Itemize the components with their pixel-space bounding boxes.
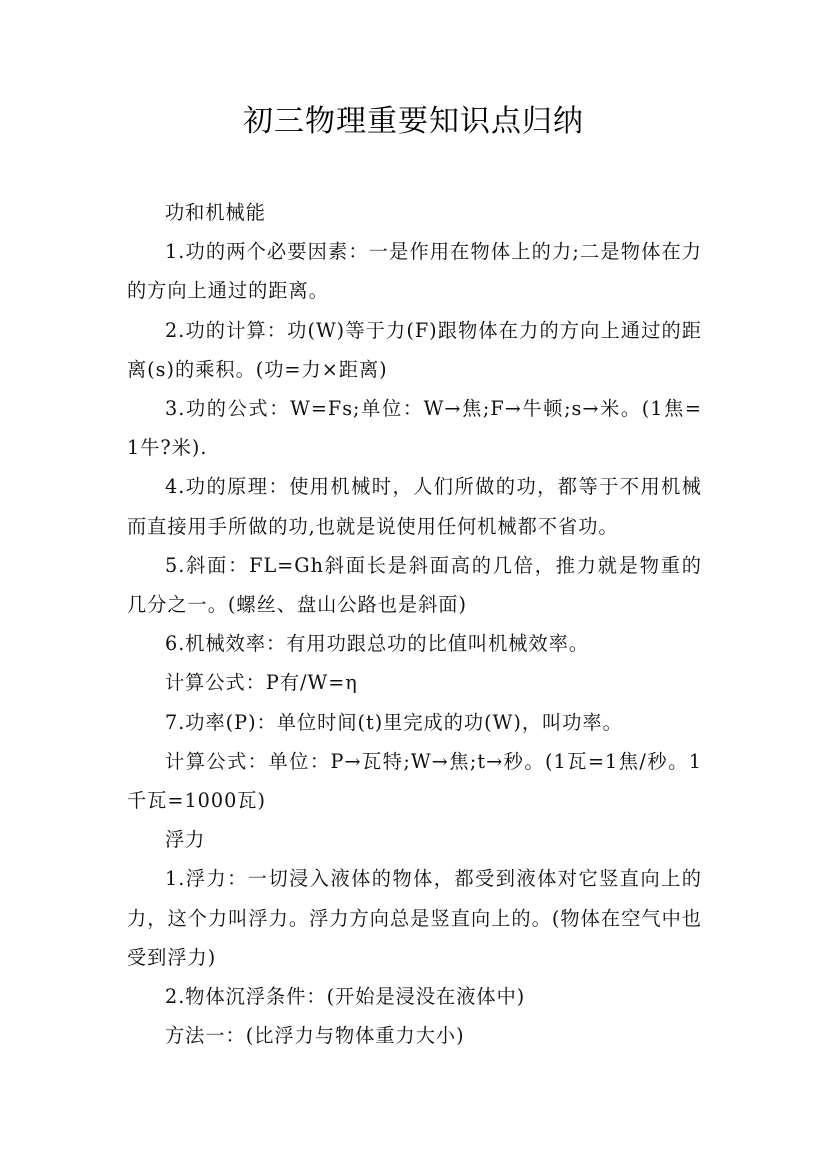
paragraph-work-factors: 1.功的两个必要因素：一是作用在物体上的力;二是物体在力的方向上通过的距离。 [127, 240, 702, 303]
paragraph-mechanical-efficiency: 6.机械效率：有用功跟总功的比值叫机械效率。 [165, 632, 590, 656]
paragraph-work-principle: 4.功的原理：使用机械时，人们所做的功，都等于不用机械而直接用手所做的功,也就是说使用任何机械都不省功。 [127, 475, 702, 538]
paragraph-method-one: 方法一：(比浮力与物体重力大小) [165, 1024, 465, 1048]
paragraph-buoyancy-definition: 1.浮力：一切浸入液体的物体，都受到液体对它竖直向上的力，这个力叫浮力。浮力方向总是竖直向上的。(物体在空气中也受到浮力) [127, 867, 702, 969]
document-body [127, 193, 702, 1055]
paragraph-power-units: 计算公式：单位：P→瓦特;W→焦;t→秒。(1瓦=1焦/秒。1千瓦=1000瓦) [127, 749, 702, 813]
section-heading-buoyancy: 浮力 [165, 828, 206, 852]
document-title: 初三物理重要知识点归纳 [243, 104, 584, 139]
paragraph-floating-conditions: 2.物体沉浮条件：(开始是浸没在液体中) [165, 985, 526, 1009]
paragraph-efficiency-formula: 计算公式：P有/W=η [165, 671, 358, 695]
section-heading-work-and-machines: 功和机械能 [165, 201, 266, 224]
paragraph-power: 7.功率(P)：单位时间(t)里完成的功(W)，叫功率。 [165, 710, 623, 734]
paragraph-work-formula: 3.功的公式：W=Fs;单位：W→焦;F→牛顿;s→米。(1焦=1牛?米). [127, 397, 702, 460]
paragraph-inclined-plane: 5.斜面：FL=Gh斜面长是斜面高的几倍，推力就是物重的几分之一。(螺丝、盘山公路也是斜面) [127, 553, 702, 617]
paragraph-work-calculation: 2.功的计算：功(W)等于力(F)跟物体在力的方向上通过的距离(s)的乘积。(功=力×距离) [127, 318, 702, 381]
